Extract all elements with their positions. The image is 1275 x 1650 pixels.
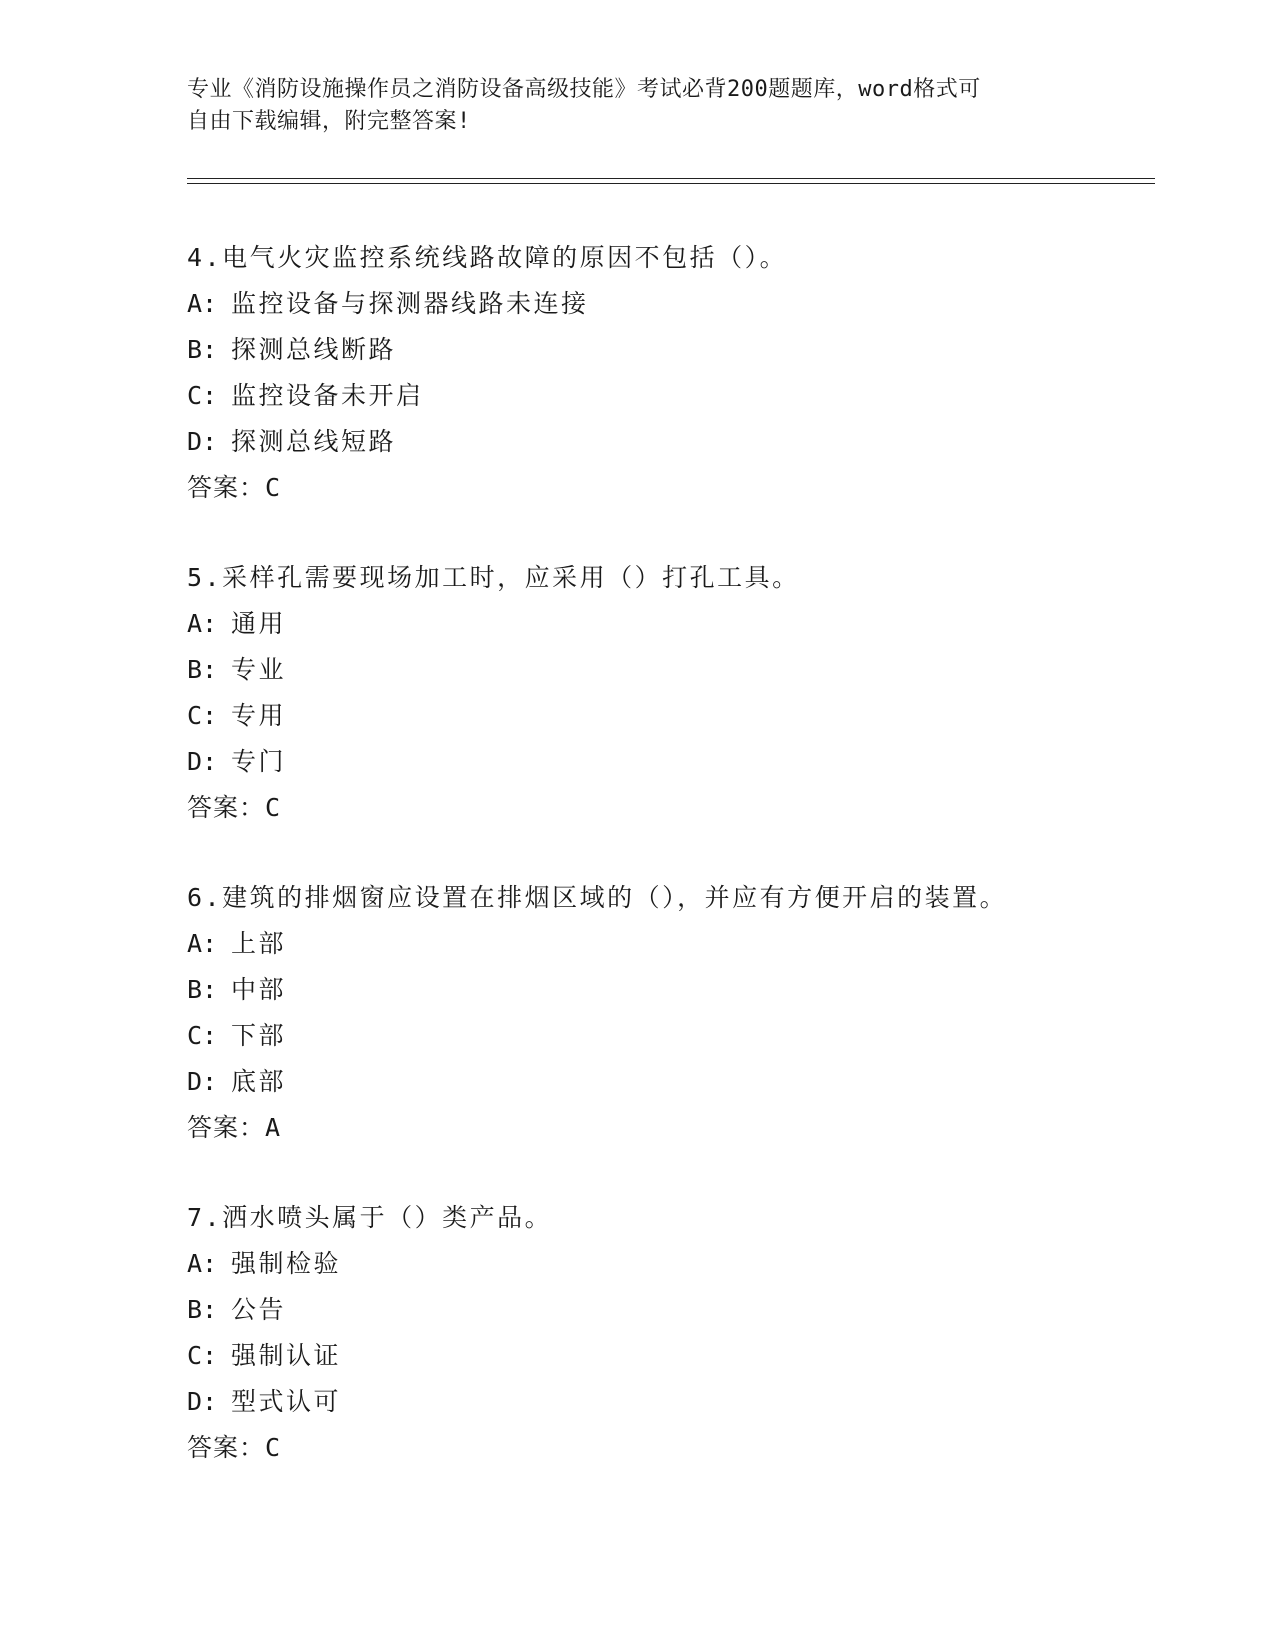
answer-value: A — [265, 1113, 281, 1142]
answer-line — [187, 1425, 1147, 1471]
option-key: D: — [187, 747, 218, 776]
option-a — [187, 921, 1147, 967]
question-stem: 7.洒水喷头属于（）类产品。 — [187, 1203, 553, 1232]
option-c — [187, 693, 1147, 739]
option-b — [187, 327, 1147, 373]
header-line-1: 专业《消防设施操作员之消防设备高级技能》考试必背200题题库，word格式可 — [187, 77, 981, 102]
question-block — [187, 875, 1147, 1151]
question-stem: 6.建筑的排烟窗应设置在排烟区域的（），并应有方便开启的装置。 — [187, 883, 1008, 912]
option-text: 强制检验 — [231, 1249, 342, 1278]
option-c — [187, 1333, 1147, 1379]
option-a — [187, 1241, 1147, 1287]
option-key: C: — [187, 381, 218, 410]
option-d — [187, 1059, 1147, 1105]
option-key: B: — [187, 655, 218, 684]
option-text: 公告 — [231, 1295, 287, 1324]
option-text: 通用 — [231, 609, 287, 638]
option-key: B: — [187, 335, 218, 364]
option-text: 监控设备与探测器线路未连接 — [231, 289, 589, 318]
option-text: 上部 — [231, 929, 287, 958]
option-key: D: — [187, 427, 218, 456]
option-text: 探测总线断路 — [231, 335, 397, 364]
question-stem: 4.电气火灾监控系统线路故障的原因不包括（）。 — [187, 243, 788, 272]
option-text: 监控设备未开启 — [231, 381, 424, 410]
answer-value: C — [265, 793, 281, 822]
option-key: C: — [187, 1021, 218, 1050]
option-text: 中部 — [231, 975, 287, 1004]
answer-value: C — [265, 473, 281, 502]
question-block — [187, 555, 1147, 831]
header-line-2: 自由下载编辑，附完整答案! — [187, 109, 471, 134]
answer-line — [187, 465, 1147, 511]
answer-label: 答案： — [187, 1433, 266, 1462]
option-key: A: — [187, 929, 218, 958]
option-text: 专业 — [231, 655, 287, 684]
option-a — [187, 281, 1147, 327]
option-text: 探测总线短路 — [231, 427, 397, 456]
answer-label: 答案： — [187, 793, 266, 822]
header-divider-top — [187, 178, 1155, 179]
option-text: 下部 — [231, 1021, 287, 1050]
option-key: A: — [187, 609, 218, 638]
answer-line — [187, 785, 1147, 831]
answer-value: C — [265, 1433, 281, 1462]
option-key: B: — [187, 975, 218, 1004]
document-header — [187, 74, 1067, 138]
option-b — [187, 647, 1147, 693]
option-text: 强制认证 — [231, 1341, 342, 1370]
option-text: 型式认可 — [231, 1387, 342, 1416]
option-d — [187, 419, 1147, 465]
option-key: D: — [187, 1387, 218, 1416]
header-divider-bottom — [187, 183, 1155, 184]
option-c — [187, 373, 1147, 419]
option-text: 底部 — [231, 1067, 287, 1096]
option-key: A: — [187, 1249, 218, 1278]
answer-label: 答案： — [187, 473, 266, 502]
option-b — [187, 1287, 1147, 1333]
option-d — [187, 739, 1147, 785]
option-a — [187, 601, 1147, 647]
option-text: 专用 — [231, 701, 287, 730]
option-key: B: — [187, 1295, 218, 1324]
question-block — [187, 1195, 1147, 1471]
option-d — [187, 1379, 1147, 1425]
option-b — [187, 967, 1147, 1013]
option-key: C: — [187, 1341, 218, 1370]
option-c — [187, 1013, 1147, 1059]
question-block — [187, 235, 1147, 511]
option-key: C: — [187, 701, 218, 730]
option-key: D: — [187, 1067, 218, 1096]
question-stem: 5.采样孔需要现场加工时，应采用（）打孔工具。 — [187, 563, 800, 592]
answer-label: 答案： — [187, 1113, 266, 1142]
option-key: A: — [187, 289, 218, 318]
answer-line — [187, 1105, 1147, 1151]
option-text: 专门 — [231, 747, 287, 776]
